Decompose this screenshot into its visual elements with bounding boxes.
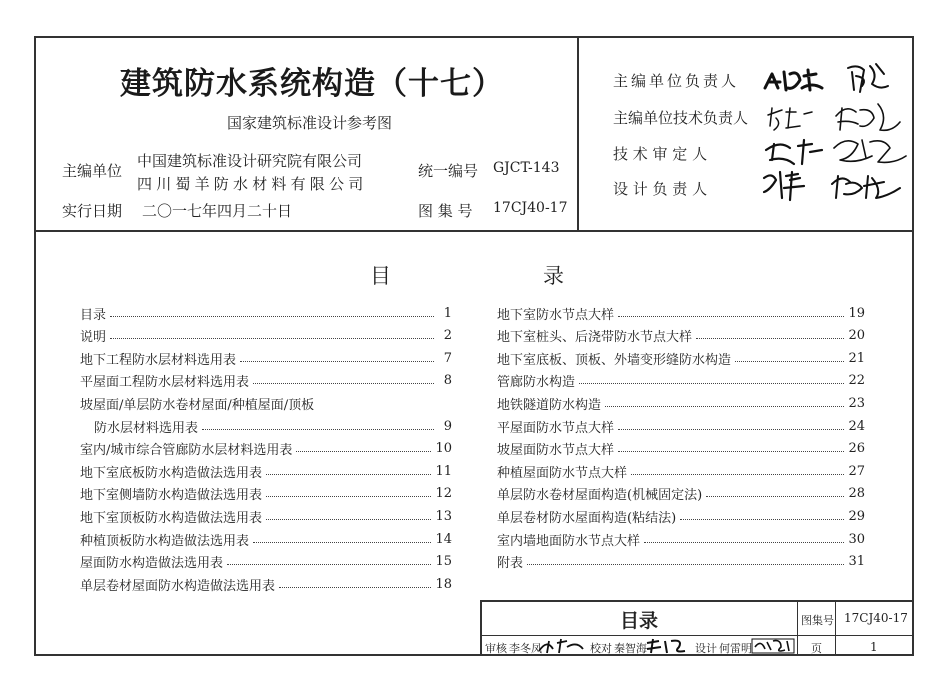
title-block-review-label: 审核 <box>485 642 507 655</box>
toc-entry-page: 10 <box>435 441 452 457</box>
toc-leader-dots <box>644 542 844 543</box>
title-block-design-label: 设计 <box>695 642 717 655</box>
responsible-role-4: 设 计 负 责 人 <box>613 180 708 198</box>
toc-entry-title: 单层卷材屋面防水构造做法选用表 <box>80 578 276 594</box>
toc-entry <box>497 326 865 346</box>
toc-entry-page: 13 <box>435 508 452 524</box>
toc-entry-title: 平屋面防水节点大样 <box>497 420 615 436</box>
toc-entry-title: 种植屋面防水节点大样 <box>497 465 628 481</box>
toc-entry-page: 22 <box>848 373 865 389</box>
toc-entry-title: 平屋面工程防水层材料选用表 <box>80 375 250 391</box>
toc-leader-dots <box>110 316 434 317</box>
atlas-value: 17CJ40-17 <box>493 200 568 216</box>
date-label: 实行日期 <box>62 202 123 220</box>
toc-entry-page: 23 <box>848 395 865 411</box>
toc-entry-page: 26 <box>848 441 865 457</box>
toc-entry <box>80 371 452 391</box>
atlas-label: 图 集 号 <box>418 202 473 220</box>
toc-entry <box>497 506 865 526</box>
toc-leader-dots <box>253 542 431 543</box>
responsible-role-2: 主编单位技术负责人 <box>613 109 749 127</box>
toc-entry-title: 种植顶板防水构造做法选用表 <box>80 533 250 549</box>
toc-entry-page: 15 <box>435 554 452 570</box>
title-block-atlas-label: 图集号 <box>801 614 834 627</box>
toc-entry <box>497 393 865 413</box>
toc-entry-title: 目录 <box>80 307 107 323</box>
toc-entry-title: 管廊防水构造 <box>497 375 576 391</box>
toc-entry <box>497 416 865 436</box>
toc-leader-dots <box>579 383 844 384</box>
editor-unit-2: 四川蜀羊防水材料有限公司 <box>137 175 368 193</box>
toc-entry-title: 地下室侧墙防水构造做法选用表 <box>80 488 263 504</box>
editor-unit-label: 主编单位 <box>62 162 123 180</box>
toc-entry-title: 坡屋面防水节点大样 <box>497 443 615 459</box>
toc-leader-dots <box>266 519 431 520</box>
toc-entry-title: 单层卷材防水屋面构造(粘结法) <box>497 510 677 526</box>
toc-entry-page: 9 <box>443 418 452 434</box>
title-block-design-name: 何雷明 <box>719 642 752 655</box>
toc-entry-title: 坡屋面/单层防水卷材屋面/种植屋面/顶板 <box>80 397 315 413</box>
toc-entry-page: 14 <box>435 531 452 547</box>
toc-entry-page: 21 <box>848 350 865 366</box>
toc-entry <box>80 574 452 594</box>
toc-leader-dots <box>706 496 844 497</box>
toc-entry <box>80 303 452 323</box>
toc-entry-page: 11 <box>435 463 452 479</box>
toc-leader-dots <box>735 361 844 362</box>
toc-entry <box>80 552 452 572</box>
date-value: 二〇一七年四月二十日 <box>142 202 293 220</box>
serial-label: 统一编号 <box>418 162 479 180</box>
toc-entry <box>80 529 452 549</box>
atlas-subtitle: 国家建筑标准设计参考图 <box>227 114 393 132</box>
header-divider <box>34 230 914 232</box>
toc-entry-page: 1 <box>443 305 452 321</box>
toc-leader-dots <box>227 564 431 565</box>
toc-entry <box>497 371 865 391</box>
toc-entry <box>497 439 865 459</box>
design-signature <box>751 637 795 655</box>
title-block-page-label: 页 <box>811 642 822 655</box>
toc-entry-title: 防水层材料选用表 <box>94 420 199 436</box>
toc-leader-dots <box>618 316 844 317</box>
toc-entry-page: 20 <box>848 328 865 344</box>
toc-heading-left: 目 <box>370 264 391 288</box>
toc-entry-page: 24 <box>848 418 865 434</box>
toc-entry <box>80 461 452 481</box>
toc-entry-page: 19 <box>848 305 865 321</box>
toc-entry-title: 屋面防水构造做法选用表 <box>80 556 224 572</box>
toc-leader-dots <box>202 429 434 430</box>
toc-entry <box>497 484 865 504</box>
toc-entry-page: 31 <box>848 554 865 570</box>
toc-entry <box>80 348 452 368</box>
toc-leader-dots <box>266 474 431 475</box>
toc-entry <box>80 484 452 504</box>
responsible-role-1: 主编单位负责人 <box>613 72 740 90</box>
atlas-title: 建筑防水系统构造（十七） <box>120 66 504 102</box>
toc-leader-dots <box>240 361 434 362</box>
toc-entry <box>80 393 452 413</box>
toc-entry-page: 29 <box>848 508 865 524</box>
toc-entry-page: 12 <box>435 486 452 502</box>
toc-leader-dots <box>110 338 434 339</box>
toc-leader-dots <box>680 519 844 520</box>
responsible-role-3: 技 术 审 定 人 <box>613 145 708 163</box>
title-block-check-label: 校对 <box>590 642 612 655</box>
toc-entry-page: 28 <box>848 486 865 502</box>
review-signature <box>537 637 587 655</box>
toc-entry <box>80 326 452 346</box>
toc-entry-page: 18 <box>435 576 452 592</box>
toc-entry-title: 室内墙地面防水节点大样 <box>497 533 641 549</box>
toc-entry-title: 地下室防水节点大样 <box>497 307 615 323</box>
toc-leader-dots <box>279 587 431 588</box>
toc-entry-title: 地下工程防水层材料选用表 <box>80 352 237 368</box>
toc-entry <box>497 348 865 368</box>
editor-unit-1: 中国建筑标准设计研究院有限公司 <box>137 152 363 170</box>
toc-entry-page: 2 <box>443 328 452 344</box>
toc-leader-dots <box>253 383 434 384</box>
toc-entry-title: 室内/城市综合管廊防水层材料选用表 <box>80 443 293 459</box>
toc-leader-dots <box>631 474 844 475</box>
signatures-image <box>760 60 910 210</box>
toc-entry <box>497 303 865 323</box>
toc-entry-title: 地下室桩头、后浇带防水节点大样 <box>497 330 693 346</box>
toc-entry-page: 27 <box>848 463 865 479</box>
toc-entry-title: 地下室底板、顶板、外墙变形缝防水构造 <box>497 352 732 368</box>
toc-entry <box>80 439 452 459</box>
title-block-atlas-value: 17CJ40-17 <box>844 611 908 625</box>
toc-entry <box>497 552 865 572</box>
toc-entry-title: 地铁隧道防水构造 <box>497 397 602 413</box>
toc-entry <box>80 506 452 526</box>
title-block-rule <box>797 600 798 656</box>
toc-entry-page: 30 <box>848 531 865 547</box>
toc-heading-right: 录 <box>543 264 564 288</box>
toc-leader-dots <box>605 406 844 407</box>
toc-entry-title: 地下室顶板防水构造做法选用表 <box>80 510 263 526</box>
toc-entry-title: 地下室底板防水构造做法选用表 <box>80 465 263 481</box>
serial-value: GJCT-143 <box>493 160 560 176</box>
toc-entry <box>94 416 452 436</box>
toc-leader-dots <box>296 451 431 452</box>
toc-leader-dots <box>618 451 844 452</box>
toc-entry-page: 7 <box>443 350 452 366</box>
title-block-page-value: 1 <box>870 640 878 654</box>
toc-leader-dots <box>618 429 844 430</box>
toc-entry-title: 说明 <box>80 330 107 346</box>
toc-entry-page: 8 <box>443 373 452 389</box>
toc-leader-dots <box>696 338 844 339</box>
title-block-title: 目录 <box>620 610 659 632</box>
toc-leader-dots <box>527 564 844 565</box>
title-block-rule <box>480 635 914 636</box>
toc-entry-title: 附表 <box>497 556 524 572</box>
toc-leader-dots <box>266 496 431 497</box>
toc-entry <box>497 461 865 481</box>
toc-entry-title: 单层防水卷材屋面构造(机械固定法) <box>497 488 703 504</box>
title-block-check-name: 秦智海 <box>614 642 647 655</box>
check-signature <box>645 637 691 655</box>
title-block-rule <box>835 600 836 656</box>
header-vertical-divider <box>577 36 579 231</box>
toc-entry <box>497 529 865 549</box>
title-block-review-name: 李冬凤 <box>509 642 542 655</box>
